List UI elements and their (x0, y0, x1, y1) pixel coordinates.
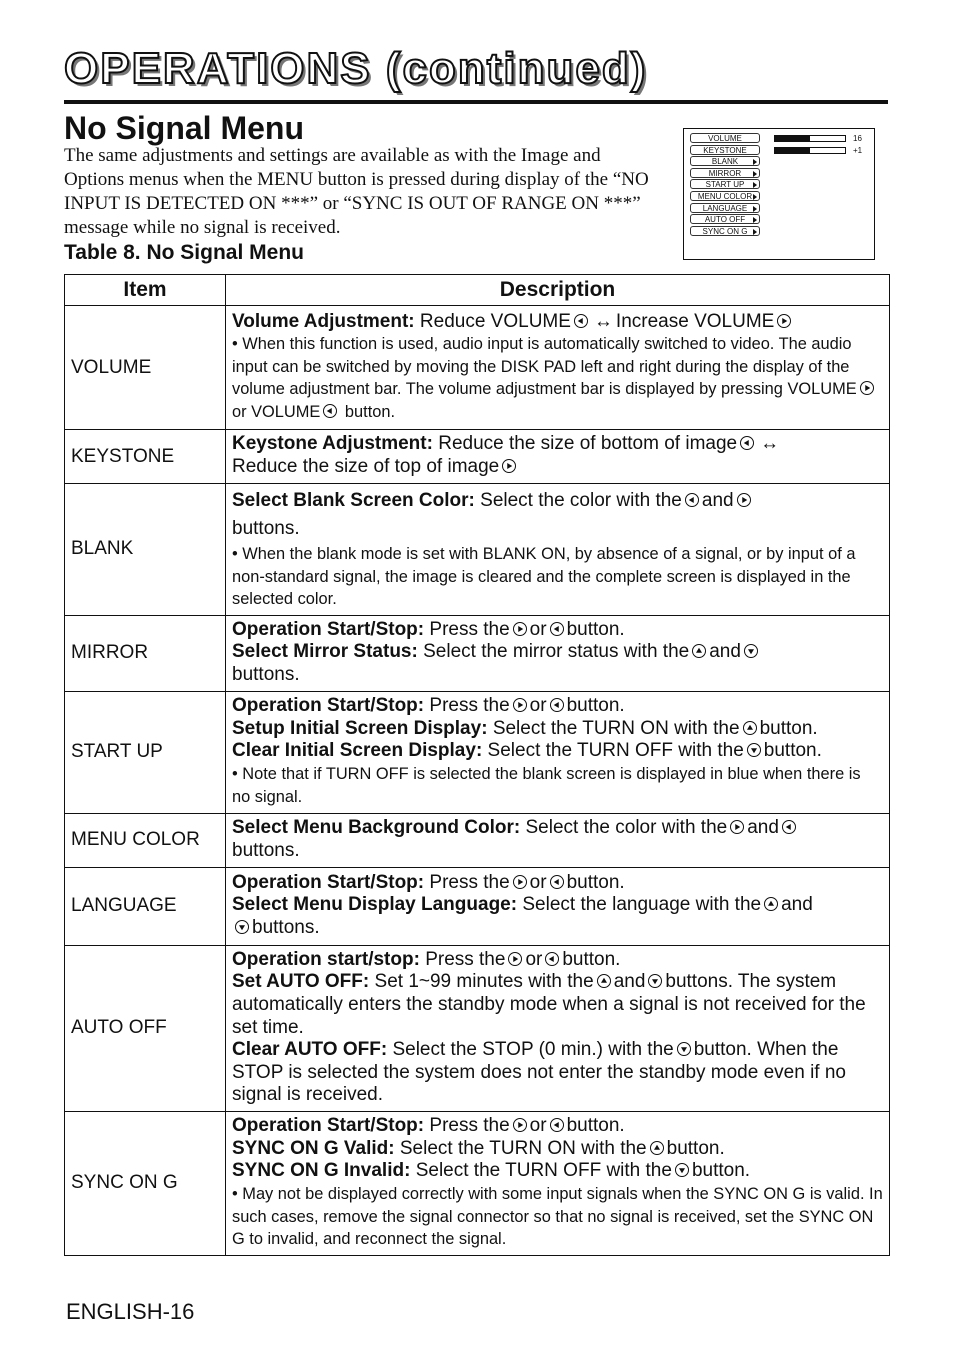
down-button-icon (744, 644, 758, 658)
osd-menu-list (690, 133, 760, 237)
table-row-volume (65, 306, 890, 430)
table-row-start-up (65, 691, 890, 813)
osd-item-sync-on-g: SYNC ON G (690, 226, 760, 236)
osd-item-mirror: MIRROR (690, 168, 760, 178)
row-item-sync-on-g: SYNC ON G (65, 1111, 226, 1255)
osd-item-language: LANGUAGE (690, 203, 760, 213)
row-item-language: LANGUAGE (65, 867, 226, 945)
table-header-row (65, 275, 890, 306)
note: • Note that if TURN OFF is selected the blank screen is displayed in blue when there is no signal. (232, 765, 861, 806)
row-desc-language: Operation Start/Stop: Press the or button. Select Menu Display Language: Select the language with the and buttons. (226, 867, 890, 945)
intro-paragraph: The same adjustments and settings are available as with the Image and Options menus when the MENU button is pressed during display of the “NO INPUT IS DETECTED ON ***” or “SYNC IS OUT OF RANGE ON ***” message while no signal is received. (64, 145, 649, 238)
row-desc-blank: Select Blank Screen Color: Select the color with the and buttons. • When the blank mode is set with BLANK ON, by absence of a signal, or by input of a non-standard signal, the image is cleared and the complete screen is displayed in the selected color. (226, 484, 890, 616)
right-button-icon (777, 314, 791, 328)
left-button-icon (550, 1118, 564, 1132)
left-button-icon (545, 952, 559, 966)
osd-keystone-value: +1 (853, 146, 863, 155)
row-desc-sync-on-g: Operation Start/Stop: Press the or button. SYNC ON G Valid: Select the TURN ON with the button. SYNC ON G Invalid: Select the TURN OFF with the button. • May not be displayed correctly with some input signals when the SYNC ON G is valid. In such cases, remove the signal connector so that no signal is received, set the SYNC ON G to invalid, and reconnect the signal. (226, 1111, 890, 1255)
table-row-sync-on-g (65, 1111, 890, 1255)
triangle-right-icon (753, 206, 757, 212)
row-item-keystone: KEYSTONE (65, 430, 226, 484)
right-button-icon (513, 622, 527, 636)
right-button-icon (513, 875, 527, 889)
double-arrow-icon: ↔ (593, 310, 613, 332)
up-button-icon (597, 974, 611, 988)
row-item-menu-color: MENU COLOR (65, 813, 226, 867)
osd-item-start-up: START UP (690, 179, 760, 189)
osd-volume-bar (774, 135, 846, 142)
row-desc-auto-off: Operation start/stop: Press the or button. Set AUTO OFF: Set 1~99 minutes with the and buttons. The system automatically enters the standby mode when a signal is not received for the set time. Clear AUTO OFF: Select the STOP (0 min.) with the button. When the STOP is selected the system does not enter the standby mode even if no signal is received. (226, 945, 890, 1111)
note: • When this function is used, audio input is automatically switched to video. The audio input can be switched by moving the DISK PAD left and right during the display of the volume adjustment bar. The volume adjustment bar is displayed by pressing VOLUME or VOLUME button. (232, 335, 877, 421)
row-item-auto-off: AUTO OFF (65, 945, 226, 1111)
row-item-volume: VOLUME (65, 306, 226, 430)
osd-item-keystone: KEYSTONE (690, 145, 760, 155)
triangle-right-icon (753, 182, 757, 188)
down-button-icon (648, 974, 662, 988)
table-row-language (65, 867, 890, 945)
left-button-icon (550, 622, 564, 636)
table-caption: Table 8. No Signal Menu (64, 241, 304, 264)
table-row-auto-off (65, 945, 890, 1111)
right-button-icon (737, 493, 751, 507)
up-button-icon (743, 721, 757, 735)
table-row-blank (65, 484, 890, 616)
osd-item-volume: VOLUME (690, 133, 760, 143)
note: • When the blank mode is set with BLANK ON, by absence of a signal, or by input of a non-standard signal, the image is cleared and the complete screen is displayed in the selected color. (232, 545, 856, 609)
left-button-icon (782, 820, 796, 834)
right-button-icon (508, 952, 522, 966)
osd-keystone-bar-fill (775, 148, 810, 153)
triangle-right-icon (753, 171, 757, 177)
table-row-menu-color (65, 813, 890, 867)
triangle-right-icon (753, 159, 757, 165)
triangle-right-icon (753, 194, 757, 200)
right-button-icon (860, 381, 874, 395)
row-desc-keystone: Keystone Adjustment: Reduce the size of bottom of image ↔ Reduce the size of top of image (226, 430, 890, 484)
osd-item-blank: BLANK (690, 156, 760, 166)
up-button-icon (692, 644, 706, 658)
triangle-right-icon (753, 217, 757, 223)
left-button-icon (323, 404, 337, 418)
right-button-icon (513, 698, 527, 712)
page-header (64, 44, 888, 104)
row-desc-mirror: Operation Start/Stop: Press the or button. Select Mirror Status: Select the mirror status with the and buttons. (226, 615, 890, 691)
right-button-icon (513, 1118, 527, 1132)
osd-volume-bar-fill (775, 136, 810, 141)
page-number: ENGLISH-16 (66, 1299, 195, 1324)
right-button-icon (502, 459, 516, 473)
table-row-keystone (65, 430, 890, 484)
note: • May not be displayed correctly with some input signals when the SYNC ON G is valid. In such cases, remove the signal connector so that no signal is received, set the SYNC ON G to invalid, and reconnect the signal. (232, 1184, 883, 1249)
up-button-icon (764, 897, 778, 911)
page-title: OPERATIONS (continued) (64, 44, 648, 93)
osd-item-menu-color: MENU COLOR (690, 191, 760, 201)
left-button-icon (550, 875, 564, 889)
row-desc-volume: Volume Adjustment: Reduce VOLUME ↔ Increase VOLUME • When this function is used, audio input is automatically switched to video. The audio input can be switched by moving the DISK PAD left and right during the display of the volume adjustment bar. The volume adjustment bar is displayed by pressing VOLUME or VOLUME button. (226, 306, 890, 430)
no-signal-menu-table (64, 274, 890, 1256)
osd-volume-value: 16 (853, 134, 862, 143)
double-arrow-icon: ↔ (760, 433, 780, 455)
left-button-icon (685, 493, 699, 507)
up-button-icon (650, 1141, 664, 1155)
osd-item-auto-off: AUTO OFF (690, 214, 760, 224)
down-button-icon (675, 1163, 689, 1177)
row-item-start-up: START UP (65, 691, 226, 813)
row-item-mirror: MIRROR (65, 615, 226, 691)
osd-keystone-bar (774, 147, 846, 154)
left-button-icon (740, 436, 754, 450)
triangle-right-icon (753, 229, 757, 235)
left-button-icon (574, 314, 588, 328)
section-title: No Signal Menu (64, 110, 304, 146)
header-description: Description (226, 275, 890, 306)
down-button-icon (677, 1042, 691, 1056)
left-button-icon (550, 698, 564, 712)
down-button-icon (747, 743, 761, 757)
down-button-icon (235, 920, 249, 934)
row-desc-start-up: Operation Start/Stop: Press the or button. Setup Initial Screen Display: Select the TURN ON with the button. Clear Initial Screen Display: Select the TURN OFF with the button. • Note that if TURN OFF is selected the blank screen is displayed in blue when there is no signal. (226, 691, 890, 813)
row-desc-menu-color: Select Menu Background Color: Select the color with the and buttons. (226, 813, 890, 867)
table-row-mirror (65, 615, 890, 691)
right-button-icon (730, 820, 744, 834)
no-signal-menu-osd (683, 128, 875, 260)
header-item: Item (65, 275, 226, 306)
row-item-blank: BLANK (65, 484, 226, 616)
